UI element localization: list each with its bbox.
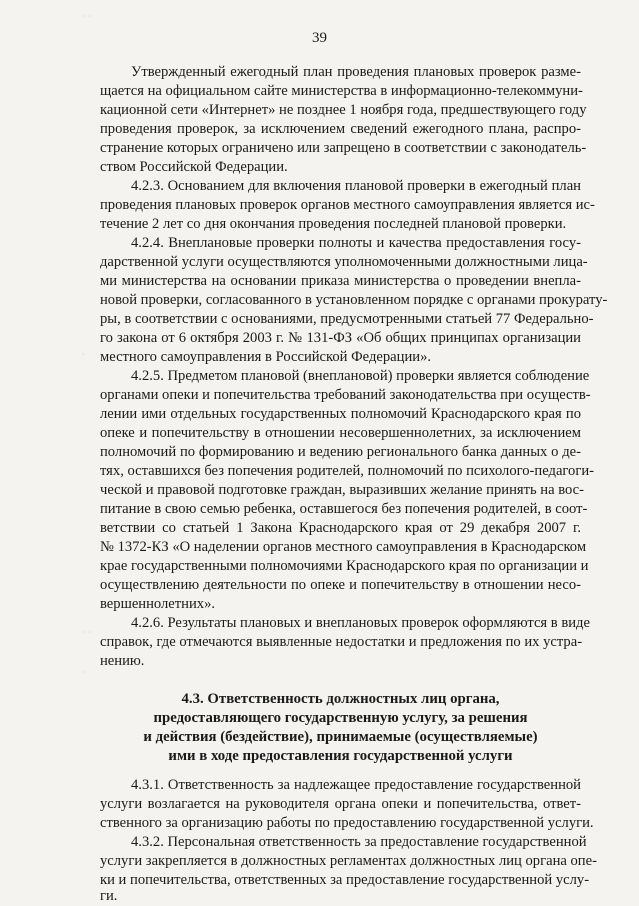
- paragraph-line: нению.: [100, 653, 145, 669]
- paragraph-line: ры, в соответствии с основаниями, предусмотренными статьей 77 Федерально-: [100, 311, 594, 327]
- paragraph-line: вершеннолетних».: [100, 596, 216, 612]
- paragraph-line: дарственной услуги осуществляются уполномоченными должностными лица-: [100, 254, 588, 270]
- paragraph-line: проведения плановых проверок органов местного самоуправления является ис-: [100, 197, 595, 213]
- paragraph-line: справок, где отмечаются выявленные недостатки и предложения по их устра-: [100, 634, 583, 650]
- paragraph-line: ки и попечительства, ответственных за предоставление государственной услу-: [100, 872, 590, 888]
- paragraph-line: услуги закрепляется в должностных регламентах должностных лиц органа опе-: [100, 853, 597, 869]
- section-heading-line: и действия (бездействие), принимаемые (осуществляемые): [143, 729, 538, 745]
- paragraph-line: кационной сети «Интернет» не позднее 1 ноября года, предшествующего году: [100, 102, 587, 118]
- paragraph-line: проведения проверок, за исключением сведений ежегодного плана, распро-: [100, 121, 581, 137]
- paragraph-line: 4.2.4. Внеплановые проверки полноты и качества предоставления госу-: [131, 235, 581, 251]
- paragraph-line: ством Российской Федерации.: [100, 159, 288, 175]
- scan-smudge: · ·: [82, 628, 93, 637]
- paragraph-line: лении ими отдельных государственных полномочий Краснодарского края по: [100, 406, 581, 422]
- paragraph-line: питание в свою семью ребенка, оставшегося без попечения родителей, в соот-: [100, 501, 588, 517]
- paragraph-line: ги.: [100, 888, 118, 904]
- section-heading-line: ими в ходе предоставления государственной услуги: [168, 748, 513, 764]
- paragraph-line: щается на официальном сайте министерства в информационно-телекоммуни-: [100, 83, 583, 99]
- paragraph-line: полномочий по формированию и ведению регионального банка данных о де-: [100, 444, 581, 460]
- paragraph-line: ческой и правовой подготовке граждан, выразивших желание принять на вос-: [100, 482, 585, 498]
- paragraph-line: го закона от 6 октября 2003 г. № 131-ФЗ «Об общих принципах организации: [100, 330, 581, 346]
- paragraph-line: 4.2.3. Основанием для включения плановой проверки в ежегодный план: [131, 178, 581, 194]
- paragraph-line: новой проверки, согласованного в установленном порядке с органами прокурату-: [100, 292, 608, 308]
- paragraph-line: странение которых ограничено или запрещено в соответствии с законодатель-: [100, 140, 587, 156]
- paragraph-line: Утвержденный ежегодный план проведения плановых проверок разме-: [131, 64, 581, 80]
- paragraph-line: ми министерства на основании приказа министерства о проведении внепла-: [100, 273, 581, 289]
- paragraph-line: 4.2.6. Результаты плановых и внеплановых проверок оформляются в виде: [131, 615, 590, 631]
- scan-smudge: ·: [82, 668, 86, 677]
- paragraph-line: органами опеки и попечительства требований законодательства при осуществ-: [100, 387, 591, 403]
- paragraph-line: ственного за организацию работы по предоставлению государственной услуги.: [100, 815, 594, 831]
- scan-smudge: · ·: [82, 12, 93, 21]
- paragraph-line: тях, оставшихся без попечения родителей, полномочий по психолого-педагоги-: [100, 463, 594, 479]
- section-heading-line: предоставляющего государственную услугу, за решения: [153, 710, 528, 726]
- page-number: 39: [312, 30, 327, 46]
- paragraph-line: осуществлению деятельности по опеке и попечительству в отношении несо-: [100, 577, 581, 593]
- paragraph-line: 4.3.2. Персональная ответственность за предоставление государственной: [131, 834, 587, 850]
- paragraph-line: услуги возлагается на руководителя органа опеки и попечительства, ответ-: [100, 796, 581, 812]
- paragraph-line: № 1372-КЗ «О наделении органов местного самоуправления в Краснодарском: [100, 539, 587, 555]
- paragraph-line: 4.2.5. Предметом плановой (внеплановой) проверки является соблюдение: [131, 368, 590, 384]
- paragraph-line: ветствии со статьей 1 Закона Краснодарского края от 29 декабря 2007 г.: [100, 520, 581, 536]
- paragraph-line: крае государственными полномочиями Краснодарского края по организации и: [100, 558, 589, 574]
- paragraph-line: 4.3.1. Ответственность за надлежащее предоставление государственной: [131, 777, 581, 793]
- paragraph-line: течение 2 лет со дня окончания проведения последней плановой проверки.: [100, 216, 567, 232]
- scan-smudge: ·: [82, 350, 86, 359]
- paragraph-line: местного самоуправления в Российской Федерации».: [100, 349, 432, 365]
- paragraph-line: опеке и попечительству в отношении несовершеннолетних, за исключением: [100, 425, 581, 441]
- section-heading-line: 4.3. Ответственность должностных лиц органа,: [181, 691, 500, 707]
